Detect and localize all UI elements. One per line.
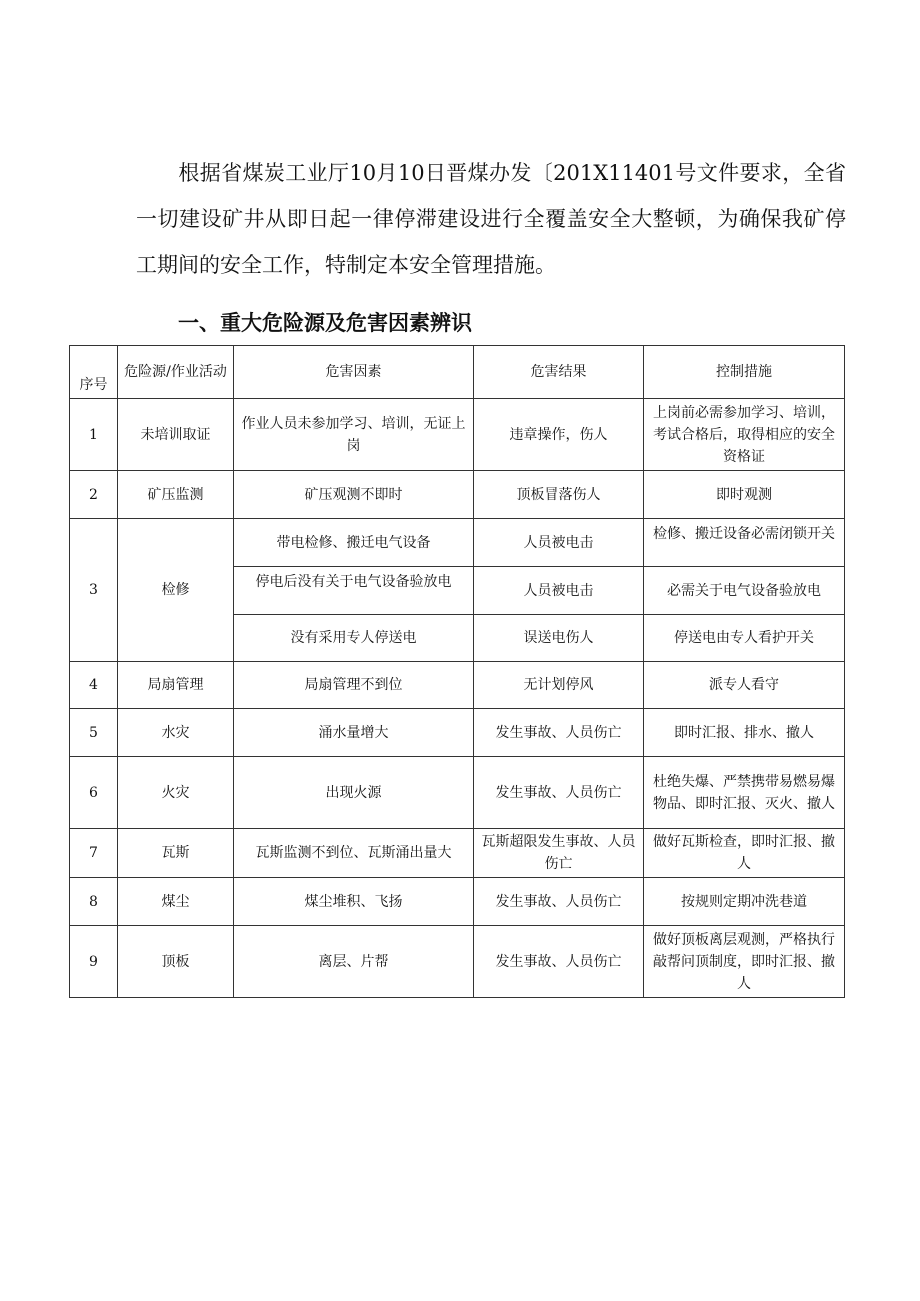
cell-no: 3 [70,519,118,662]
cell-no: 4 [70,662,118,709]
cell-factor: 离层、片帮 [234,926,474,998]
table-row [70,878,845,926]
cell-factor: 出现火源 [234,757,474,829]
cell-factor: 瓦斯监测不到位、瓦斯涌出量大 [234,829,474,878]
cell-factor: 煤尘堆积、飞扬 [234,878,474,926]
cell-no: 1 [70,399,118,471]
cell-result: 违章操作，伤人 [474,399,644,471]
cell-control: 做好顶板离层观测，严格执行敲帮问顶制度，即时汇报、撤人 [644,926,845,998]
cell-result: 发生事故、人员伤亡 [474,926,644,998]
cell-source: 检修 [118,519,234,662]
table-row [70,399,845,471]
header-control: 控制措施 [644,346,845,399]
header-result: 危害结果 [474,346,644,399]
cell-control: 停送电由专人看护开关 [644,615,845,662]
cell-result: 发生事故、人员伤亡 [474,757,644,829]
cell-result: 顶板冒落伤人 [474,471,644,519]
cell-control: 杜绝失爆、严禁携带易燃易爆物品、即时汇报、灭火、撤人 [644,757,845,829]
cell-result: 误送电伤人 [474,615,644,662]
intro-paragraph [136,150,846,288]
cell-result: 无计划停风 [474,662,644,709]
header-source: 危险源/作业活动 [118,346,234,399]
cell-no: 5 [70,709,118,757]
table-row [70,829,845,878]
cell-source: 局扇管理 [118,662,234,709]
cell-factor: 矿压观测不即时 [234,471,474,519]
cell-source: 瓦斯 [118,829,234,878]
cell-no: 6 [70,757,118,829]
cell-no: 7 [70,829,118,878]
cell-result: 发生事故、人员伤亡 [474,878,644,926]
cell-factor: 作业人员未参加学习、培训，无证上岗 [234,399,474,471]
cell-result: 瓦斯超限发生事故、人员伤亡 [474,829,644,878]
cell-source: 煤尘 [118,878,234,926]
cell-control: 按规则定期冲洗巷道 [644,878,845,926]
section-heading: 一、重大危险源及危害因素辨识 [178,311,472,335]
cell-result: 人员被电击 [474,519,644,567]
cell-source: 顶板 [118,926,234,998]
table-header-row [70,346,845,399]
cell-no: 2 [70,471,118,519]
cell-result: 人员被电击 [474,567,644,615]
cell-source: 矿压监测 [118,471,234,519]
cell-control: 派专人看守 [644,662,845,709]
cell-source: 火灾 [118,757,234,829]
cell-source: 未培训取证 [118,399,234,471]
hazard-table [69,345,845,998]
table-row [70,709,845,757]
cell-factor: 停电后没有关于电气设备验放电 [234,567,474,615]
cell-control: 检修、搬迁设备必需闭锁开关 [644,519,845,567]
cell-control: 上岗前必需参加学习、培训，考试合格后，取得相应的安全资格证 [644,399,845,471]
cell-control: 必需关于电气设备验放电 [644,567,845,615]
cell-factor: 涌水量增大 [234,709,474,757]
table-row [70,757,845,829]
cell-control: 即时汇报、排水、撤人 [644,709,845,757]
cell-control: 即时观测 [644,471,845,519]
cell-no: 9 [70,926,118,998]
table-row [70,471,845,519]
cell-control: 做好瓦斯检查，即时汇报、撤人 [644,829,845,878]
header-no: 序号 [70,346,118,399]
cell-factor: 带电检修、搬迁电气设备 [234,519,474,567]
header-factor: 危害因素 [234,346,474,399]
cell-result: 发生事故、人员伤亡 [474,709,644,757]
intro-text: 根据省煤炭工业厅10月10日晋煤办发〔201X11401号文件要求，全省一切建设矿井从即日起一律停滞建设进行全覆盖安全大整顿，为确保我矿停工期间的安全工作，特制定本安全管理措施。 [136,161,846,277]
cell-source: 水灾 [118,709,234,757]
table-row [70,926,845,998]
cell-no: 8 [70,878,118,926]
cell-factor: 局扇管理不到位 [234,662,474,709]
cell-factor: 没有采用专人停送电 [234,615,474,662]
table-row [70,519,845,567]
table-row [70,662,845,709]
